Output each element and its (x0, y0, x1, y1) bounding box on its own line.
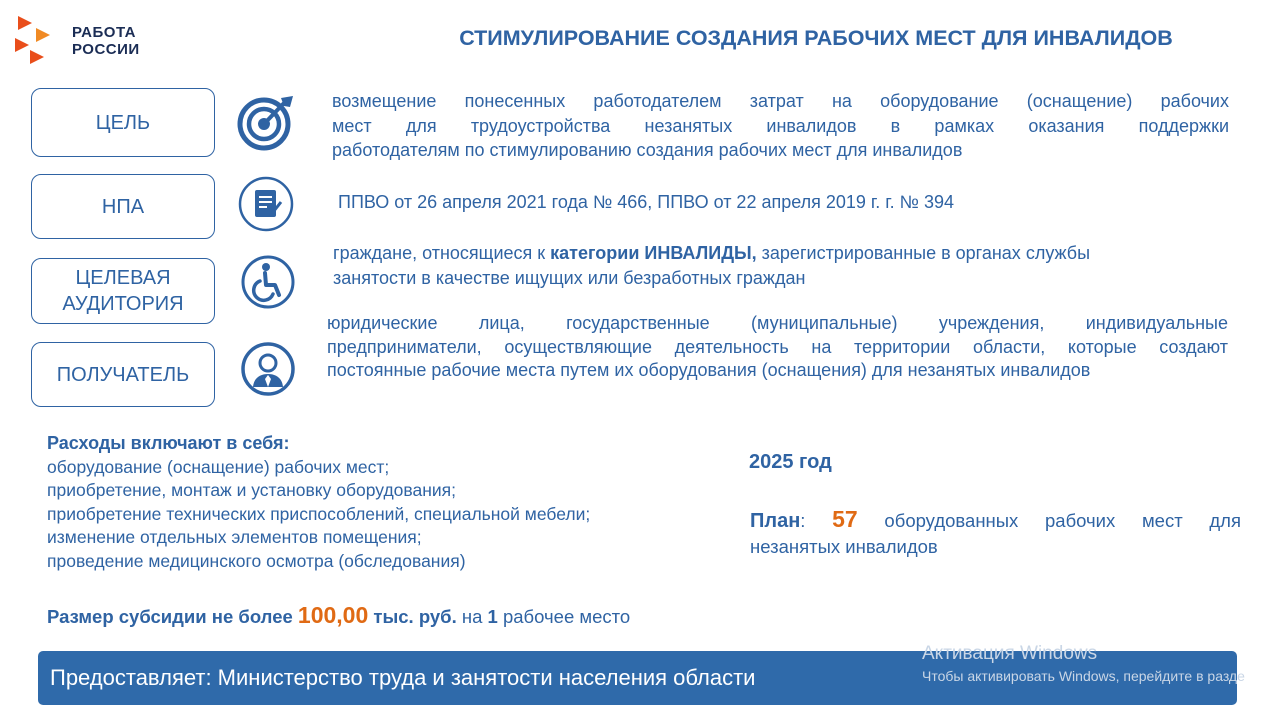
goal-description (332, 89, 1229, 163)
windows-activation-title: Активация Windows (922, 643, 1098, 664)
windows-activation-hint: Чтобы активировать Windows, перейдите в разде (922, 668, 1245, 684)
subsidy-count: 1 (487, 606, 498, 627)
audience-text-after: зарегистрированные в органах службы (756, 243, 1091, 263)
plan-label: План (750, 510, 801, 532)
label-goal (31, 88, 215, 157)
expense-item: оборудование (оснащение) рабочих мест; (47, 456, 390, 477)
recipient-line-2: предприниматели, осуществляющие деятельность на территории области, которые создают (327, 336, 1228, 357)
label-npa-text: НПА (101, 195, 145, 218)
goal-line-2: мест для трудоустройства незанятых инвалидов в рамках оказания поддержки (332, 115, 1229, 136)
logo-mark-icon (14, 14, 66, 68)
logo-text (72, 24, 140, 58)
expense-item: приобретение, монтаж и установку оборудования; (47, 480, 457, 500)
expenses-block (47, 432, 727, 573)
wheelchair-icon (240, 254, 296, 310)
recipient-line-3: постоянные рабочие места путем их оборудования (оснащения) для незанятых инвалидов (327, 360, 1091, 380)
logo (14, 14, 164, 68)
plan-text-1: оборудованных рабочих мест для (857, 510, 1241, 531)
logo-line2: РОССИИ (72, 41, 140, 58)
audience-line-1 (333, 241, 1233, 266)
subsidy-prefix: Размер субсидии не более (47, 606, 298, 627)
subsidy-size (47, 602, 630, 629)
label-npa (31, 174, 215, 239)
target-icon (237, 95, 293, 151)
plan-year: 2025 год (749, 451, 832, 473)
label-audience (31, 258, 215, 324)
audience-text-bold: категории ИНВАЛИДЫ, (550, 243, 757, 263)
logo-line1: РАБОТА (72, 24, 137, 41)
plan-number: 57 (832, 506, 858, 532)
expenses-heading: Расходы включают в себя: (47, 433, 290, 453)
document-icon (238, 176, 294, 232)
label-audience-line2: АУДИТОРИЯ (62, 293, 184, 315)
subsidy-suffix: рабочее место (497, 606, 631, 627)
page-title: СТИМУЛИРОВАНИЕ СОЗДАНИЯ РАБОЧИХ МЕСТ ДЛЯ ИНВАЛИДОВ (459, 26, 1173, 50)
label-audience-line1: ЦЕЛЕВАЯ (75, 267, 171, 289)
plan-line-2: незанятых инвалидов (750, 536, 938, 557)
subsidy-middle: на (456, 606, 488, 627)
audience-description (333, 241, 1233, 291)
plan-colon: : (800, 510, 833, 531)
plan-block (750, 506, 1241, 560)
provider-text: Предоставляет: Министерство труда и занятости населения области (50, 665, 756, 690)
recipient-description (327, 312, 1228, 383)
label-goal-text: ЦЕЛЬ (95, 111, 151, 134)
expense-item: изменение отдельных элементов помещения; (47, 527, 422, 547)
audience-line-2: занятости в качестве ищущих или безработных граждан (333, 268, 806, 288)
plan-line-1 (750, 506, 1241, 534)
person-icon (240, 341, 296, 397)
expense-item: приобретение технических приспособлений, специальной мебели; (47, 503, 591, 524)
audience-text-before: граждане, относящиеся к (333, 243, 551, 263)
label-recipient-text: ПОЛУЧАТЕЛЬ (56, 363, 190, 386)
expense-item: проведение медицинского осмотра (обследования) (47, 550, 466, 571)
subsidy-amount: 100,00 (297, 602, 369, 628)
goal-line-1: возмещение понесенных работодателем затрат на оборудование (оснащение) рабочих (332, 91, 1229, 111)
label-recipient (31, 342, 215, 407)
npa-description: ППВО от 26 апреля 2021 года № 466, ППВО от 22 апреля 2019 г. г. № 394 (338, 192, 955, 212)
goal-line-3: работодателям по стимулированию создания рабочих мест для инвалидов (332, 140, 963, 160)
subsidy-unit: тыс. руб. (368, 606, 457, 627)
recipient-line-1: юридические лица, государственные (муниципальные) учреждения, индивидуальные (327, 313, 1228, 333)
